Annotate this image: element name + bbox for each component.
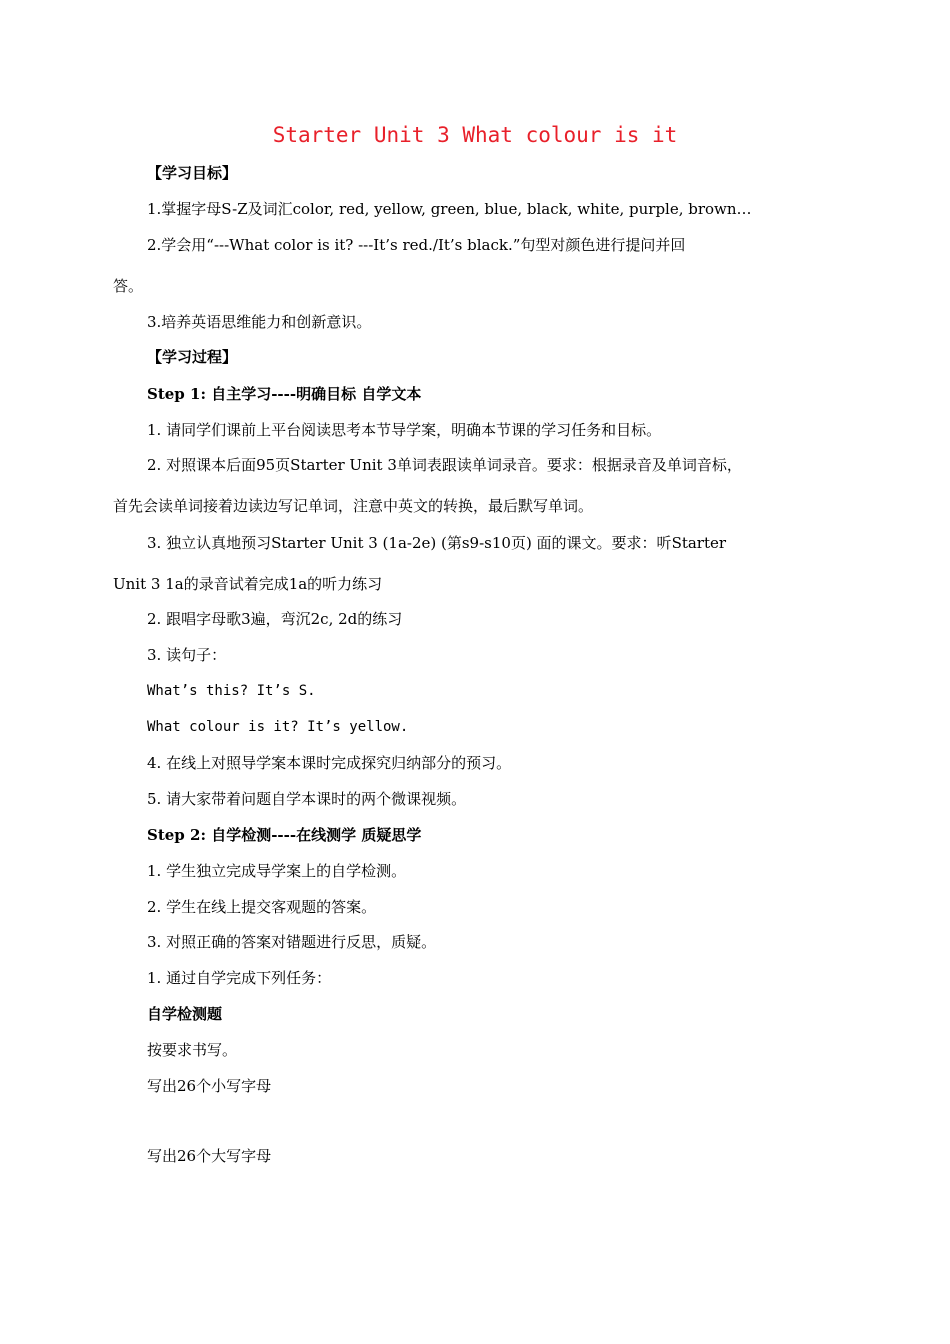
task-uppercase: 写出26个大写字母: [147, 1147, 272, 1165]
step1-item-3-continued: Unit 3 1a的录音试着完成1a的听力练习: [113, 575, 383, 593]
step1-heading: Step 1: 自主学习----明确目标 自学文本: [147, 385, 422, 403]
step2-heading: Step 2: 自学检测----在线测学 质疑思学: [147, 826, 422, 844]
step1-item-2-continued: 首先会读单词接着边读边写记单词，注意中英文的转换，最后默写单词。: [113, 497, 594, 515]
step1-item-2: 2. 对照课本后面95页Starter Unit 3单词表跟读单词录音。要求：根据录音及单词音标，: [147, 456, 742, 474]
sentence-1: What’s this? It’s S.: [147, 683, 316, 699]
document-title: Starter Unit 3 What colour is it: [272, 123, 678, 147]
step1-item-1: 1. 请同学们课前上平台阅读思考本节导学案，明确本节课的学习任务和目标。: [147, 421, 662, 439]
check-instruction: 按要求书写。: [147, 1041, 238, 1059]
goal-1: 1.掌握字母S-Z及词汇color, red, yellow, green, blue, black, white, purple, brown…: [147, 200, 752, 218]
step2-item-2: 2. 学生在线上提交客观题的答案。: [147, 898, 377, 916]
step2-item-4: 1. 通过自学完成下列任务：: [147, 969, 332, 987]
goal-3: 3.培养英语思维能力和创新意识。: [147, 313, 372, 331]
sentence-2: What colour is it? It’s yellow.: [147, 719, 409, 735]
step2-item-3: 3. 对照正确的答案对错题进行反思，质疑。: [147, 933, 437, 951]
goal-2: 2.学会用“---What color is it? ---It’s red./It’s black.”句型对颜色进行提问并回: [147, 236, 686, 254]
goal-2-continued: 答。: [113, 277, 144, 295]
goals-heading: 【学习目标】: [147, 164, 238, 182]
step1-item-3: 3. 独立认真地预习Starter Unit 3 (1a-2e) (第s9-s10页) 面的课文。要求：听Starter: [147, 534, 727, 552]
step1-item-5: 3. 读句子：: [147, 646, 227, 664]
process-heading: 【学习过程】: [147, 348, 238, 366]
check-heading: 自学检测题: [147, 1005, 223, 1023]
step1-item-6: 4. 在线上对照导学案本课时完成探究归纳部分的预习。: [147, 754, 512, 772]
step1-item-4: 2. 跟唱字母歌3遍，弯沉2c, 2d的练习: [147, 610, 403, 628]
step2-item-1: 1. 学生独立完成导学案上的自学检测。: [147, 862, 407, 880]
task-lowercase: 写出26个小写字母: [147, 1077, 272, 1095]
step1-item-7: 5. 请大家带着问题自学本课时的两个微课视频。: [147, 790, 467, 808]
